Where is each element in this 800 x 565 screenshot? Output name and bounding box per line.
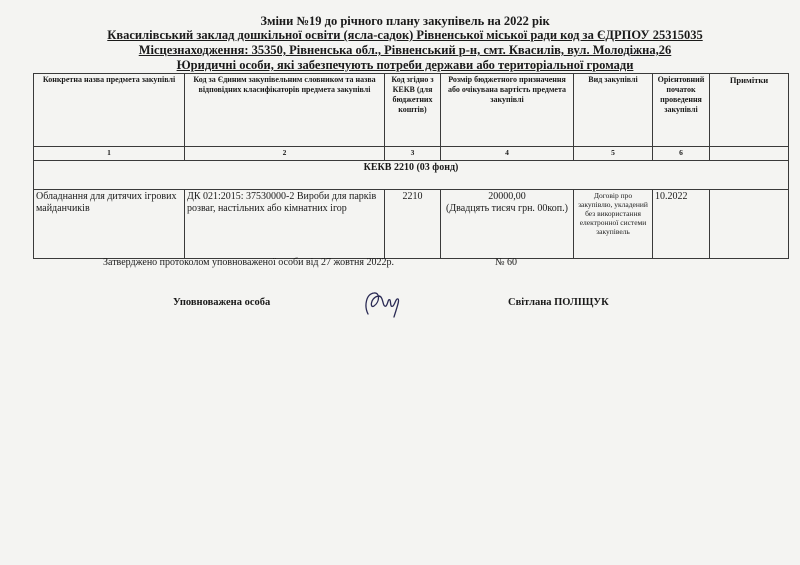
header-notes: Примітки <box>710 74 789 147</box>
handwritten-signature <box>358 284 408 322</box>
column-number: 5 <box>574 147 653 161</box>
column-number-blank <box>710 147 789 161</box>
signatory-name: Світлана ПОЛІЩУК <box>508 297 609 308</box>
header-kekv: Код згідно з КЕКВ (для бюджетних коштів) <box>385 74 441 147</box>
cpv-code-cell: ДК 021:2015: 37530000-2 Вироби для парків розваг, настільних або кімнатних ігор <box>185 190 385 259</box>
amount-cell <box>441 190 574 259</box>
procurement-table <box>33 73 789 259</box>
kekv-cell: 2210 <box>385 190 441 259</box>
column-number-row <box>34 147 789 161</box>
header-start-date: Орієнтовний початок проведення закупівлі <box>653 74 710 147</box>
amount-words: (Двадцять тисяч грн. 00коп.) <box>446 203 568 214</box>
approval-line <box>103 257 518 268</box>
procurement-type-cell: Договір про закупівлю, укладений без використання електронної системи закупівель <box>574 190 653 259</box>
document-header <box>20 14 790 73</box>
section-row <box>34 161 789 190</box>
header-cpv-code: Код за Єдиним закупівельним словником та назва відповідних класифікаторів предмета закупівлі <box>185 74 385 147</box>
notes-cell <box>710 190 789 259</box>
section-title: КЕКВ 2210 (03 фонд) <box>34 161 789 190</box>
table-row <box>34 190 789 259</box>
column-number: 6 <box>653 147 710 161</box>
entity-type-line: Юридичні особи, які забезпечують потреби держави або територіальної громади <box>176 58 634 72</box>
approval-text: Затверджено протоколом уповноваженої особи від 27 жовтня 2022р. <box>103 257 394 268</box>
header-amount: Розмір бюджетного призначення або очікувана вартість предмета закупівлі <box>441 74 574 147</box>
header-procurement-type: Вид закупівлі <box>574 74 653 147</box>
header-item-name: Конкретна назва предмета закупівлі <box>34 74 185 147</box>
start-date-cell: 10.2022 <box>653 190 710 259</box>
column-number: 3 <box>385 147 441 161</box>
table-header-row <box>34 74 789 147</box>
amount-value: 20000,00 <box>488 191 526 202</box>
protocol-number: № 60 <box>495 257 518 268</box>
signatory-title: Уповноважена особа <box>173 297 271 308</box>
column-number: 1 <box>34 147 185 161</box>
item-name-cell: Обладнання для дитячих ігрових майданчиків <box>34 190 185 259</box>
plan-title: Зміни №19 до річного плану закупівель на 2022 рік <box>260 14 550 28</box>
institution-line: Квасилівський заклад дошкільної освіти (ясла-садок) Рівненської міської ради код за ЄДРПОУ 25315035 <box>107 28 703 42</box>
column-number: 4 <box>441 147 574 161</box>
address-line: Місцезнаходження: 35350, Рівненська обл., Рівненський р-н, смт. Квасилів, вул. Молодіжна,26 <box>138 43 672 57</box>
column-number: 2 <box>185 147 385 161</box>
